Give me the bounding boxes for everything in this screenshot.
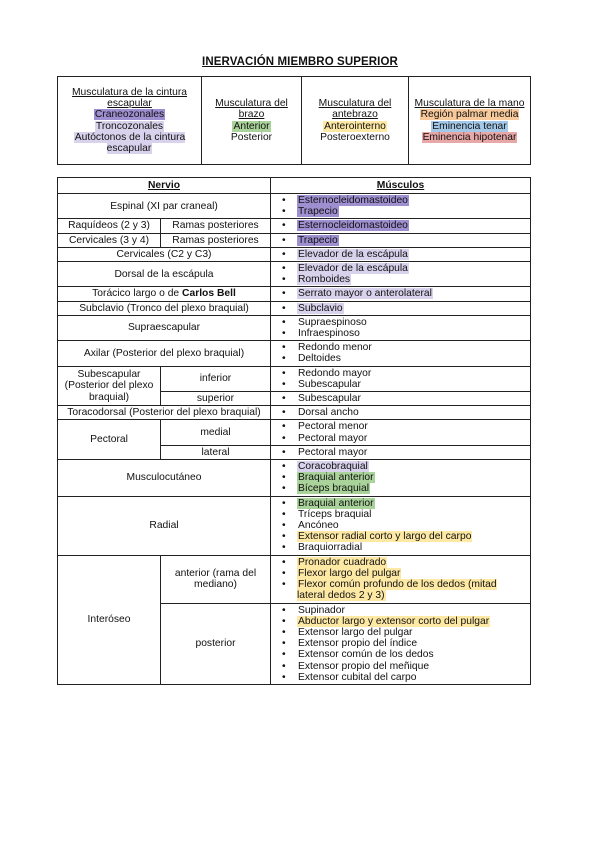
muscle-item: • Pectoral menor (284, 421, 527, 432)
nerve-eponym: Carlos Bell (182, 288, 236, 300)
muscle-item: • Extensor largo del pulgar (284, 627, 527, 638)
legend-heading: Musculatura de la cintura escapular (71, 86, 188, 110)
nerve-cell: Axilar (Posterior del plexo braquial) (58, 341, 271, 366)
muscle-item: • Pectoral mayor (284, 433, 527, 444)
nerve-cell: Cervicales (C2 y C3) (58, 247, 271, 261)
muscle-item: • Trapecio (284, 235, 527, 246)
muscles-cell (271, 420, 531, 445)
muscle-item: • Infraespinoso (284, 328, 527, 339)
legend-item: Eminencia hipotenar (422, 131, 517, 143)
muscles-cell (271, 315, 531, 340)
muscles-cell (271, 445, 531, 459)
muscles-cell (271, 555, 531, 603)
nerve-cell: Espinal (XI par craneal) (58, 194, 271, 219)
muscle-item: • Pronador cuadrado (284, 557, 527, 568)
nerve-cell: Pectoral (58, 420, 161, 460)
table-row (58, 301, 531, 315)
muscle-item: • Elevador de la escápula (284, 249, 527, 260)
branch-cell: Ramas posteriores (161, 233, 271, 247)
muscle-item: • Subescapular (284, 393, 527, 404)
muscle-item: • Subescapular (284, 379, 527, 390)
muscle-item: • Serrato mayor o anterolateral (284, 288, 527, 299)
legend-mano (409, 77, 531, 165)
legend-item: Anterior (233, 120, 270, 132)
table-row (58, 219, 531, 233)
muscles-cell (271, 194, 531, 219)
table-row (58, 406, 531, 420)
legend-item: Craneozonales (94, 109, 165, 121)
muscle-item: • Extensor común de los dedos (284, 649, 527, 660)
table-row (58, 460, 531, 497)
nerve-cell: Supraescapular (58, 315, 271, 340)
muscle-item: • Dorsal ancho (284, 407, 527, 418)
muscle-item: • Extensor radial corto y largo del carpo (284, 531, 527, 542)
legend-item: Posterior (230, 131, 273, 143)
header-nerve: Nervio (58, 178, 271, 194)
legend-heading: Musculatura del brazo (215, 98, 288, 121)
muscles-cell (271, 460, 531, 497)
table-row (58, 555, 531, 603)
branch-cell: medial (161, 420, 271, 445)
muscle-item: • Pectoral mayor (284, 447, 527, 458)
nerve-cell: Dorsal de la escápula (58, 262, 271, 287)
nerve-cell: Cervicales (3 y 4) (58, 233, 161, 247)
muscle-item: • Flexor común profundo de los dedos (mitad lateral dedos 2 y 3) (284, 579, 527, 601)
muscles-cell (271, 262, 531, 287)
muscle-item: • Extensor cubital del carpo (284, 672, 527, 683)
page-title: INERVACIÓN MIEMBRO SUPERIOR (202, 56, 398, 68)
nerve-cell: Interóseo (58, 555, 161, 684)
legend-item: Eminencia tenar (432, 120, 507, 132)
branch-cell: lateral (161, 445, 271, 459)
legend-item: Región palmar media (420, 109, 519, 121)
nerves-table (57, 177, 531, 685)
nerve-prefix: Torácico largo o de (92, 288, 183, 300)
branch-cell: anterior (rama del mediano) (161, 555, 271, 603)
header-muscles: Músculos (271, 178, 531, 194)
muscles-cell (271, 496, 531, 555)
table-row (58, 262, 531, 287)
muscle-item: • Braquiorradial (284, 542, 527, 553)
muscle-item: • Esternocleidomastoideo (284, 195, 527, 206)
table-row (58, 287, 531, 301)
muscles-cell (271, 603, 531, 684)
nerve-cell: Radial (58, 496, 271, 555)
legend-item: Troncozonales (95, 120, 164, 132)
legend-item: Posteroexterno (320, 131, 390, 143)
nerve-cell: Toracodorsal (Posterior del plexo braquial) (58, 406, 271, 420)
nerve-cell: Subclavio (Tronco del plexo braquial) (58, 301, 271, 315)
muscle-item: • Tríceps braquial (284, 509, 527, 520)
table-row (58, 420, 531, 445)
table-row (58, 315, 531, 340)
muscles-cell (271, 366, 531, 391)
muscle-item: • Braquial anterior (284, 498, 527, 509)
table-row (58, 194, 531, 219)
branch-cell: inferior (161, 366, 271, 391)
muscle-item: • Bíceps braquial (284, 483, 527, 494)
muscle-item: • Ancóneo (284, 520, 527, 531)
legend-antebrazo (302, 77, 409, 165)
muscle-item: • Flexor largo del pulgar (284, 568, 527, 579)
table-row (58, 341, 531, 366)
legend-cintura (58, 77, 202, 165)
muscles-cell (271, 219, 531, 233)
table-row (58, 366, 531, 391)
muscles-cell (271, 233, 531, 247)
muscle-item: • Trapecio (284, 206, 527, 217)
nerve-cell: Subescapular (Posterior del plexo braquial) (58, 366, 161, 406)
table-row (58, 496, 531, 555)
nerve-cell: Musculocutáneo (58, 460, 271, 497)
muscle-item: • Redondo mayor (284, 368, 527, 379)
muscle-item: • Extensor propio del índice (284, 638, 527, 649)
muscles-cell (271, 406, 531, 420)
legend-table (57, 76, 531, 165)
muscle-item: • Braquial anterior (284, 472, 527, 483)
legend-item: Autóctonos de la cintura escapular (74, 131, 186, 154)
branch-cell: superior (161, 392, 271, 406)
nerve-cell (58, 287, 271, 301)
legend-item: Anterointerno (324, 120, 386, 132)
branch-cell: posterior (161, 603, 271, 684)
muscles-cell (271, 247, 531, 261)
muscles-cell (271, 301, 531, 315)
muscle-item: • Esternocleidomastoideo (284, 220, 527, 231)
legend-heading: Musculatura de la mano (414, 98, 525, 110)
muscle-item: • Supraespinoso (284, 317, 527, 328)
muscles-cell (271, 287, 531, 301)
table-row (58, 233, 531, 247)
muscles-cell (271, 392, 531, 406)
table-row (58, 247, 531, 261)
branch-cell: Ramas posteriores (161, 219, 271, 233)
muscles-cell (271, 341, 531, 366)
muscle-item: • Extensor propio del meñique (284, 661, 527, 672)
muscle-item: • Redondo menor (284, 342, 527, 353)
muscle-item: • Coracobraquial (284, 461, 527, 472)
muscle-item: • Supinador (284, 605, 527, 616)
muscle-item: • Romboides (284, 274, 527, 285)
muscle-item: • Deltoides (284, 353, 527, 364)
muscle-item: • Elevador de la escápula (284, 263, 527, 274)
nerve-cell: Raquídeos (2 y 3) (58, 219, 161, 233)
legend-heading: Musculatura del antebrazo (318, 98, 392, 121)
muscle-item: • Subclavio (284, 303, 527, 314)
muscle-item: • Abductor largo y extensor corto del pulgar (284, 616, 527, 627)
legend-brazo (202, 77, 302, 165)
